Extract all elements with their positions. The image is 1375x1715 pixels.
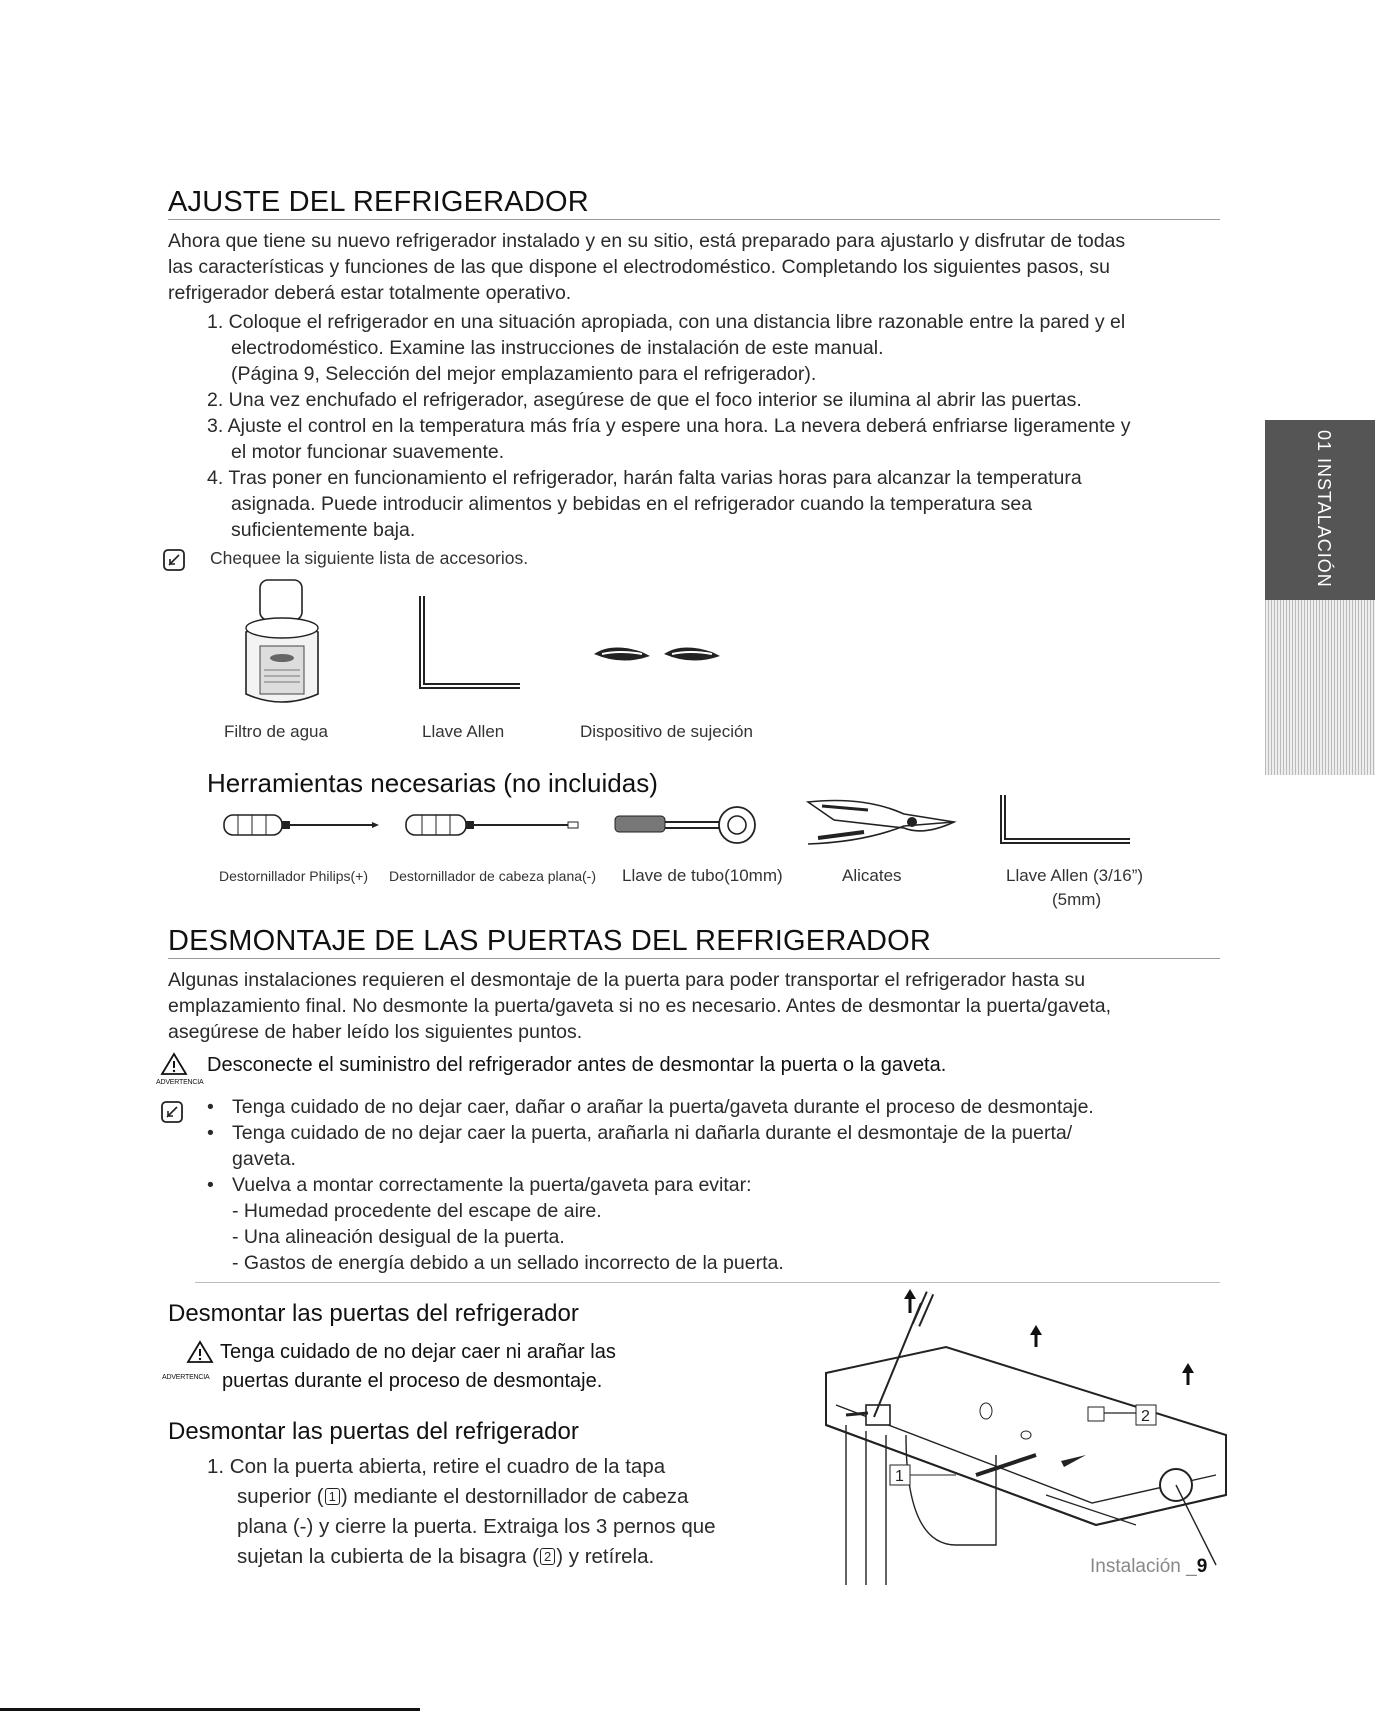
section-title-ajuste: AJUSTE DEL REFRIGERADOR xyxy=(168,186,589,218)
socket-wrench-illustration xyxy=(613,800,763,855)
title-rule-2 xyxy=(168,958,1220,959)
section-title-desmontaje: DESMONTAJE DE LAS PUERTAS DEL REFRIGERADOR xyxy=(168,925,932,957)
section-side-tab xyxy=(1265,420,1375,775)
warning-label-2: ADVERTENCIA xyxy=(162,1374,210,1381)
title-rule xyxy=(168,219,1220,220)
bullet-item: • Vuelva a montar correctamente la puerta/gaveta para evitar: xyxy=(207,1174,752,1196)
warning-icon-2 xyxy=(186,1340,214,1369)
caption-allen-key-size: (5mm) xyxy=(1052,890,1102,909)
dash-item: - Gastos de energía debido a un sellado incorrecto de la puerta. xyxy=(232,1252,784,1274)
intro-paragraph: Ahora que tiene su nuevo refrigerador instalado y en su sitio, está preparado para ajustarlo y disfrutar de todas las características y funciones de las que dispone el electrodoméstico. Completando los siguientes pasos, su refrigerador deberá estar totalmente operativo. xyxy=(168,230,1126,304)
flat-screwdriver-illustration xyxy=(404,810,580,845)
pliers-illustration xyxy=(804,792,964,857)
footer-page-label: Instalación _9 xyxy=(1090,1556,1208,1577)
footer-line xyxy=(0,1708,420,1711)
step-1: 1. Coloque el refrigerador en una situación apropiada, con una distancia libre razonable entre la pared y el electrodoméstico. Examine las instrucciones de instalación de este manual. (Página 9, Selección del mejor emplazamiento para el refrigerador). xyxy=(207,311,1126,385)
allen-key-illustration xyxy=(418,594,524,699)
warning-text-2: Tenga cuidado de no dejar caer ni arañar las puertas durante el proceso de desmontaje. xyxy=(220,1341,616,1392)
note-icon-2 xyxy=(160,1100,184,1129)
warning-icon xyxy=(160,1052,188,1081)
caption-fastener: Dispositivo de sujeción xyxy=(580,722,753,741)
caption-phillips: Destornillador Philips(+) xyxy=(219,868,369,884)
caption-pliers: Alicates xyxy=(842,866,902,885)
water-filter-illustration xyxy=(234,576,330,717)
phillips-screwdriver-illustration xyxy=(222,810,380,845)
warning-label: ADVERTENCIA xyxy=(156,1079,204,1086)
caption-water-filter: Filtro de agua xyxy=(224,722,328,741)
callout-2-inline: 2 xyxy=(540,1548,555,1565)
callout-1-inline: 1 xyxy=(325,1488,340,1505)
warning-text: Desconecte el suministro del refrigerador antes de desmontar la puerta o la gaveta. xyxy=(207,1054,947,1076)
svg-text:2: 2 xyxy=(1141,1408,1150,1425)
subsection-title-2: Desmontar las puertas del refrigerador xyxy=(168,1418,579,1445)
side-tab-stripes xyxy=(1265,600,1375,775)
bullet-item: • Tenga cuidado de no dejar caer la puerta, arañarla ni dañarla durante el desmontaje de la puerta/ gaveta. xyxy=(207,1122,1073,1170)
side-tab-label: 01 INSTALACIÓN xyxy=(1314,430,1334,588)
tools-title: Herramientas necesarias (no incluidas) xyxy=(207,768,658,798)
step-2: 2. Una vez enchufado el refrigerador, asegúrese de que el foco interior se ilumina al abrir las puertas. xyxy=(207,389,1082,411)
caption-allen-key: Llave Allen xyxy=(422,722,505,741)
step-3: 3. Ajuste el control en la temperatura más fría y espere una hora. La nevera deberá enfriarse ligeramente y el motor funcionar suavemente. xyxy=(207,415,1131,463)
caption-allen-key-small: Llave Allen (3/16”) xyxy=(1006,866,1144,885)
caption-flat-screwdriver: Destornillador de cabeza plana(-) xyxy=(389,868,596,884)
bullet-list xyxy=(207,1094,1227,1276)
intro-paragraph-2: Algunas instalaciones requieren el desmontaje de la puerta para poder transportar el refrigerador hasta su emplazamiento final. No desmonte la puerta/gaveta si no es necesario. Antes de desmontar la puerta/gaveta, asegúrese de haber leído los siguientes puntos. xyxy=(168,969,1112,1043)
hinge-removal-illustration xyxy=(806,1285,1236,1590)
subsection-title: Desmontar las puertas del refrigerador xyxy=(168,1300,579,1327)
note-text: Chequee la siguiente lista de accesorios. xyxy=(210,548,529,568)
fastener-illustration xyxy=(592,640,726,675)
dash-item: - Una alineación desigual de la puerta. xyxy=(232,1226,565,1248)
svg-text:1: 1 xyxy=(895,1468,904,1485)
bullet-item: • Tenga cuidado de no dejar caer, dañar o arañar la puerta/gaveta durante el proceso de desmontaje. xyxy=(207,1096,1094,1118)
allen-key-small-illustration xyxy=(1000,793,1132,852)
steps-list xyxy=(207,309,1227,543)
step-4: 4. Tras poner en funcionamiento el refrigerador, harán falta varias horas para alcanzar la temperatura asignada. Puede introducir alimentos y bebidas en el refrigerador cuando la temperatura sea suficientemente baja. xyxy=(207,467,1082,541)
divider xyxy=(195,1282,1220,1283)
note-icon xyxy=(162,548,186,577)
caption-socket-wrench: Llave de tubo(10mm) xyxy=(622,866,783,885)
dash-item: - Humedad procedente del escape de aire. xyxy=(232,1200,602,1222)
removal-step-1: 1. Con la puerta abierta, retire el cuadro de la tapa superior ( 1 ) mediante el destornillador de cabeza plana (-) y cierre la puerta. Extraiga los 3 pernos que sujetan la cubierta de la bisagra ( 2 ) y retírela. xyxy=(207,1455,716,1568)
